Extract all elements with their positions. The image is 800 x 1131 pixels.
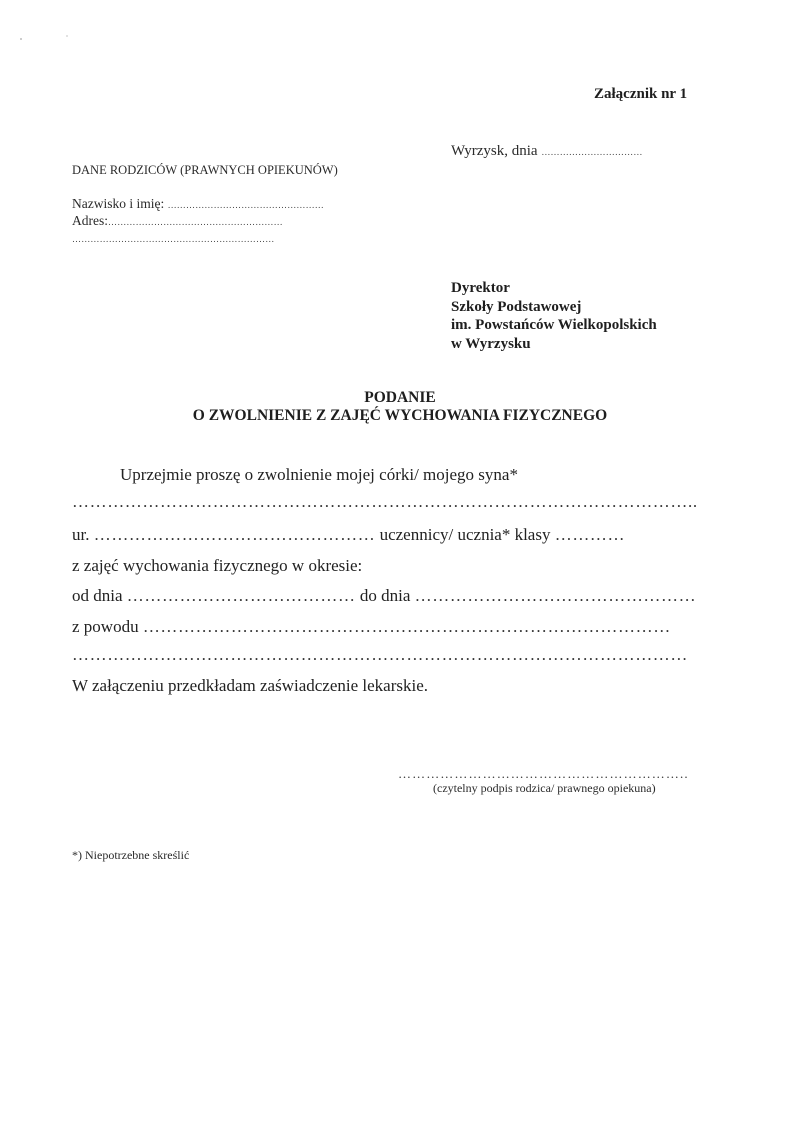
parent-address-line2-field[interactable]: [72, 229, 274, 248]
born-label: ur.: [72, 525, 90, 544]
parents-data-header: DANE RODZICÓW (PRAWNYCH OPIEKUNÓW): [72, 163, 338, 177]
reason-blank[interactable]: ………………………………………………………………………………: [142, 617, 671, 636]
title-line-1: PODANIE: [364, 389, 436, 406]
student-label: uczennicy/ ucznia* klasy: [379, 525, 551, 544]
city-date-field[interactable]: [451, 143, 643, 160]
period-label: z zajęć wychowania fizycznego w okresie:: [72, 556, 363, 575]
date-range-line[interactable]: [72, 586, 696, 606]
to-date-blank[interactable]: …………………………………………: [414, 586, 697, 605]
class-blank[interactable]: …………: [554, 525, 626, 544]
scan-speck: [66, 35, 68, 37]
from-date-label: od dnia: [72, 586, 123, 605]
parent-address-blank[interactable]: …………………………………………………: [108, 217, 283, 227]
recipient-line: Szkoły Podstawowej: [451, 298, 582, 315]
document-title: [0, 389, 800, 425]
signature-caption: (czytelny podpis rodzica/ prawnego opiekuna): [433, 781, 656, 795]
attachment-label: Załącznik nr 1: [594, 86, 688, 102]
date-blank[interactable]: ……………………………: [541, 147, 643, 157]
parent-address-line2-blank[interactable]: …………………………………………………………: [72, 234, 275, 244]
child-name-field[interactable]: [72, 492, 698, 512]
footnote: *) Niepotrzebne skreślić: [72, 848, 190, 862]
birth-class-line[interactable]: [72, 525, 625, 545]
recipient-line: im. Powstańców Wielkopolskich: [451, 317, 657, 333]
parent-address-label: Adres:: [72, 213, 108, 228]
request-intro: Uprzejmie proszę o zwolnienie mojej córki/ mojego syna*: [120, 465, 518, 484]
reason-line-2[interactable]: [72, 645, 688, 665]
birth-date-blank[interactable]: …………………………………………: [93, 525, 376, 544]
reason-line[interactable]: [72, 617, 671, 637]
to-date-label: do dnia: [359, 586, 411, 605]
recipient-line: Dyrektor: [451, 280, 510, 296]
title-line-2: O ZWOLNIENIE Z ZAJĘĆ WYCHOWANIA FIZYCZNEGO: [192, 407, 608, 424]
from-date-blank[interactable]: …………………………………: [126, 586, 356, 605]
reason-blank-2[interactable]: ……………………………………………………………………………………………: [72, 645, 688, 664]
city-date-label: Wyrzysk, dnia: [451, 143, 538, 159]
child-name-blank[interactable]: ……………………………………………………………………………………………..: [72, 492, 698, 511]
signature-blank[interactable]: ……………………………………………………..: [398, 766, 689, 781]
recipient-line: w Wyrzysku: [451, 335, 531, 352]
parent-name-blank[interactable]: ……………………………………………: [167, 200, 325, 210]
recipient-block: [451, 279, 657, 353]
reason-label: z powodu: [72, 617, 139, 636]
parent-name-label: Nazwisko i imię:: [72, 196, 165, 211]
scan-speck: [20, 38, 22, 40]
attachment-note: W załączeniu przedkładam zaświadczenie lekarskie.: [72, 676, 429, 695]
